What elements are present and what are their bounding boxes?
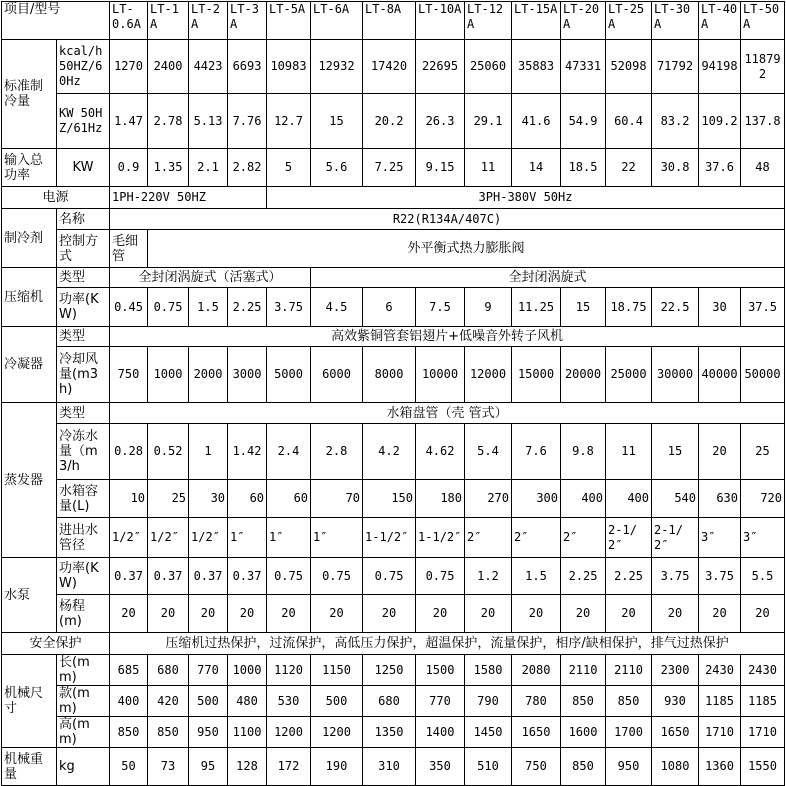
cooling-kcal-unit: kcal/h50HZ/60Hz: [57, 40, 110, 94]
safety-row: [2, 633, 785, 655]
compressor-power-cell: 15: [561, 288, 606, 327]
input-power-cell: 0.9: [110, 149, 148, 187]
input-power-unit: KW: [57, 149, 110, 187]
cooling-kw-cell: 15: [311, 94, 363, 149]
dimension-length-cell: 770: [189, 655, 228, 686]
evaporator-flow-cell: 7.6: [512, 424, 561, 480]
cooling-kw-cell: 54.9: [561, 94, 606, 149]
compressor-power-cell: 18.75: [606, 288, 652, 327]
pump-power-cell: 0.37: [228, 558, 267, 595]
dimension-width-cell: 1185: [741, 686, 785, 717]
cooling-kw-cell: 83.2: [652, 94, 699, 149]
evaporator-tank-cell: 400: [561, 480, 606, 518]
pump-power-cell: 3.75: [699, 558, 741, 595]
pump-head-cell: 20: [267, 595, 311, 633]
power-supply-single-phase: 1PH-220V 50HZ: [110, 187, 267, 209]
dimensions-category: 机械尺寸: [2, 655, 57, 748]
evaporator-tank-cell: 270: [465, 480, 512, 518]
condenser-air-cell: 50000: [741, 347, 785, 403]
model-header-cell: LT-2A: [189, 2, 228, 40]
header-row: [2, 2, 785, 40]
refrigerant-name-row: [2, 209, 785, 230]
dimension-width-cell: 480: [228, 686, 267, 717]
evaporator-type-label: 类型: [57, 403, 110, 424]
evaporator-pipe-cell: 2″: [512, 518, 561, 558]
evaporator-tank-row: [2, 480, 785, 518]
evaporator-tank-cell: 10: [110, 480, 148, 518]
input-power-category: 输入总功率: [2, 149, 57, 187]
evaporator-pipe-cell: 1-1/2″: [416, 518, 465, 558]
evaporator-tank-cell: 25: [148, 480, 189, 518]
evaporator-flow-cell: 4.2: [363, 424, 416, 480]
evaporator-tank-cell: 60: [228, 480, 267, 518]
pump-power-cell: 2.25: [606, 558, 652, 595]
dimension-height-cell: 850: [110, 717, 148, 748]
cooling-kcal-cell: 1270: [110, 40, 148, 94]
evaporator-tank-cell: 720: [741, 480, 785, 518]
condenser-air-cell: 30000: [652, 347, 699, 403]
weight-unit: kg: [57, 748, 110, 786]
pump-power-row: [2, 558, 785, 595]
dimension-height-cell: 1400: [416, 717, 465, 748]
evaporator-tank-cell: 150: [363, 480, 416, 518]
dimension-width-cell: 680: [363, 686, 416, 717]
input-power-cell: 7.25: [363, 149, 416, 187]
dimension-height-cell: 1710: [741, 717, 785, 748]
pump-head-cell: 20: [189, 595, 228, 633]
condenser-air-cell: 3000: [228, 347, 267, 403]
dimension-length-cell: 685: [110, 655, 148, 686]
compressor-type-row: [2, 268, 785, 288]
model-header-cell: LT-25A: [606, 2, 652, 40]
dimension-width-cell: 850: [606, 686, 652, 717]
pump-head-cell: 20: [465, 595, 512, 633]
condenser-type-label: 类型: [57, 327, 110, 347]
condenser-air-cell: 5000: [267, 347, 311, 403]
condenser-category: 冷凝器: [2, 327, 57, 403]
compressor-type-large: 全封闭涡旋式: [311, 268, 785, 288]
cooling-kcal-row: [2, 40, 785, 94]
cooling-kcal-cell: 10983: [267, 40, 311, 94]
evaporator-pipe-label: 进出水管径: [57, 518, 110, 558]
model-header-cell: LT-10A: [416, 2, 465, 40]
evaporator-flow-cell: 4.62: [416, 424, 465, 480]
cooling-kw-cell: 109.2: [699, 94, 741, 149]
compressor-power-cell: 7.5: [416, 288, 465, 327]
weight-cell: 73: [148, 748, 189, 786]
evaporator-pipe-cell: 3″: [741, 518, 785, 558]
pump-head-cell: 20: [363, 595, 416, 633]
weight-row: [2, 748, 785, 786]
dimension-length-cell: 2110: [606, 655, 652, 686]
condenser-air-cell: 20000: [561, 347, 606, 403]
condenser-air-row: [2, 347, 785, 403]
evaporator-pipe-cell: 3″: [699, 518, 741, 558]
model-header-cell: LT-5A: [267, 2, 311, 40]
evaporator-pipe-cell: 1″: [311, 518, 363, 558]
dimension-height-cell: 1200: [311, 717, 363, 748]
model-header-cell: LT-0.6A: [110, 2, 148, 40]
compressor-power-cell: 0.75: [148, 288, 189, 327]
model-header-cell: LT-15A: [512, 2, 561, 40]
evaporator-type-row: [2, 403, 785, 424]
dimension-width-cell: 400: [110, 686, 148, 717]
compressor-power-cell: 11.25: [512, 288, 561, 327]
input-power-cell: 11: [465, 149, 512, 187]
model-header-cell: LT-40A: [699, 2, 741, 40]
evaporator-flow-cell: 9.8: [561, 424, 606, 480]
pump-head-cell: 20: [311, 595, 363, 633]
evaporator-flow-cell: 15: [652, 424, 699, 480]
evaporator-tank-cell: 540: [652, 480, 699, 518]
input-power-cell: 48: [741, 149, 785, 187]
cooling-kcal-cell: 17420: [363, 40, 416, 94]
pump-head-cell: 20: [416, 595, 465, 633]
model-header-cell: LT-8A: [363, 2, 416, 40]
dimension-length-cell: 1000: [228, 655, 267, 686]
weight-cell: 750: [512, 748, 561, 786]
condenser-air-cell: 1000: [148, 347, 189, 403]
condenser-air-cell: 40000: [699, 347, 741, 403]
evaporator-flow-cell: 2.8: [311, 424, 363, 480]
pump-head-label: 杨程(m): [57, 595, 110, 633]
compressor-power-cell: 4.5: [311, 288, 363, 327]
model-header-cell: LT-12A: [465, 2, 512, 40]
dimension-width-cell: 780: [512, 686, 561, 717]
pump-power-cell: 0.37: [110, 558, 148, 595]
input-power-row: [2, 149, 785, 187]
compressor-power-cell: 6: [363, 288, 416, 327]
pump-head-cell: 20: [699, 595, 741, 633]
dimension-height-label: 高(mm): [57, 717, 110, 748]
cooling-kw-cell: 7.76: [228, 94, 267, 149]
dimension-height-cell: 1650: [652, 717, 699, 748]
model-header-cell: LT-6A: [311, 2, 363, 40]
evaporator-pipe-cell: 1″: [267, 518, 311, 558]
cooling-kcal-cell: 22695: [416, 40, 465, 94]
dimension-height-cell: 1700: [606, 717, 652, 748]
dimension-length-cell: 1580: [465, 655, 512, 686]
refrigerant-name-value: R22(R134A/407C): [110, 209, 785, 230]
evaporator-pipe-cell: 2″: [561, 518, 606, 558]
evaporator-flow-cell: 0.52: [148, 424, 189, 480]
pump-category: 水泵: [2, 558, 57, 633]
condenser-type-value: 高效紫铜管套铝翅片+低噪音外转子风机: [110, 327, 785, 347]
cooling-kw-unit: KW 50HZ/61Hz: [57, 94, 110, 149]
dimension-width-row: [2, 686, 785, 717]
refrigerant-name-label: 名称: [57, 209, 110, 230]
power-supply-three-phase: 3PH-380V 50Hz: [267, 187, 785, 209]
evaporator-flow-cell: 20: [699, 424, 741, 480]
safety-value: 压缩机过热保护，过流保护，高低压力保护，超温保护，流量保护，相序/缺相保护，排气过热保护: [110, 633, 785, 655]
condenser-air-cell: 25000: [606, 347, 652, 403]
pump-head-cell: 20: [652, 595, 699, 633]
dimension-height-cell: 850: [148, 717, 189, 748]
evaporator-tank-cell: 300: [512, 480, 561, 518]
evaporator-flow-cell: 25: [741, 424, 785, 480]
evaporator-category: 蒸发器: [2, 403, 57, 558]
evaporator-pipe-cell: 1/2″: [189, 518, 228, 558]
compressor-type-label: 类型: [57, 268, 110, 288]
weight-cell: 1550: [741, 748, 785, 786]
weight-cell: 95: [189, 748, 228, 786]
pump-power-cell: 0.75: [416, 558, 465, 595]
pump-head-cell: 20: [148, 595, 189, 633]
compressor-power-cell: 22.5: [652, 288, 699, 327]
dimension-width-cell: 500: [311, 686, 363, 717]
refrigerant-control-row: [2, 230, 785, 268]
dimension-width-cell: 770: [416, 686, 465, 717]
evaporator-flow-cell: 2.4: [267, 424, 311, 480]
dimension-width-cell: 500: [189, 686, 228, 717]
evaporator-pipe-cell: 1/2″: [148, 518, 189, 558]
dimension-length-cell: 1120: [267, 655, 311, 686]
dimension-width-cell: 530: [267, 686, 311, 717]
spec-table: [1, 1, 785, 786]
cooling-category: 标准制冷量: [2, 40, 57, 149]
dimension-height-cell: 1350: [363, 717, 416, 748]
input-power-cell: 30.8: [652, 149, 699, 187]
evaporator-flow-row: [2, 424, 785, 480]
cooling-kw-cell: 1.47: [110, 94, 148, 149]
cooling-kw-cell: 5.13: [189, 94, 228, 149]
input-power-cell: 2.1: [189, 149, 228, 187]
weight-category: 机械重量: [2, 748, 57, 786]
compressor-power-label: 功率(KW): [57, 288, 110, 327]
evaporator-tank-cell: 630: [699, 480, 741, 518]
input-power-cell: 37.6: [699, 149, 741, 187]
weight-cell: 950: [606, 748, 652, 786]
pump-power-label: 功率(KW): [57, 558, 110, 595]
pump-head-cell: 20: [512, 595, 561, 633]
dimension-width-cell: 1185: [699, 686, 741, 717]
compressor-power-cell: 2.25: [228, 288, 267, 327]
evaporator-pipe-cell: 2″: [465, 518, 512, 558]
condenser-air-label: 冷却风量(m3h): [57, 347, 110, 403]
pump-power-cell: 0.75: [311, 558, 363, 595]
cooling-kcal-cell: 4423: [189, 40, 228, 94]
weight-cell: 1080: [652, 748, 699, 786]
condenser-air-cell: 2000: [189, 347, 228, 403]
condenser-air-cell: 12000: [465, 347, 512, 403]
dimension-length-cell: 1250: [363, 655, 416, 686]
dimension-length-label: 长(mm): [57, 655, 110, 686]
cooling-kcal-cell: 6693: [228, 40, 267, 94]
refrigerant-control-small: 毛细管: [110, 230, 148, 268]
pump-head-row: [2, 595, 785, 633]
input-power-cell: 2.82: [228, 149, 267, 187]
pump-power-cell: 1.2: [465, 558, 512, 595]
cooling-kcal-cell: 25060: [465, 40, 512, 94]
pump-head-cell: 20: [228, 595, 267, 633]
condenser-air-cell: 6000: [311, 347, 363, 403]
pump-power-cell: 1.5: [512, 558, 561, 595]
evaporator-tank-cell: 400: [606, 480, 652, 518]
dimension-length-row: [2, 655, 785, 686]
input-power-cell: 14: [512, 149, 561, 187]
pump-power-cell: 2.25: [561, 558, 606, 595]
evaporator-pipe-cell: 1-1/2″: [363, 518, 416, 558]
cooling-kw-cell: 41.6: [512, 94, 561, 149]
evaporator-pipe-cell: 2-1/2″: [606, 518, 652, 558]
evaporator-tank-cell: 60: [267, 480, 311, 518]
refrigerant-category: 制冷剂: [2, 209, 57, 268]
pump-head-cell: 20: [741, 595, 785, 633]
evaporator-flow-cell: 1: [189, 424, 228, 480]
input-power-cell: 9.15: [416, 149, 465, 187]
dimension-length-cell: 2080: [512, 655, 561, 686]
evaporator-flow-label: 冷冻水量（m3/h: [57, 424, 110, 480]
header-label: 项目/型号: [2, 2, 110, 40]
pump-power-cell: 0.75: [363, 558, 416, 595]
refrigerant-control-large: 外平衡式热力膨胀阀: [148, 230, 785, 268]
compressor-power-cell: 9: [465, 288, 512, 327]
dimension-height-cell: 1650: [512, 717, 561, 748]
pump-head-cell: 20: [606, 595, 652, 633]
dimension-width-cell: 850: [561, 686, 606, 717]
compressor-power-row: [2, 288, 785, 327]
evaporator-pipe-cell: 1″: [228, 518, 267, 558]
weight-cell: 350: [416, 748, 465, 786]
evaporator-tank-cell: 180: [416, 480, 465, 518]
evaporator-pipe-cell: 2-1/2″: [652, 518, 699, 558]
pump-power-cell: 0.75: [267, 558, 311, 595]
compressor-power-cell: 30: [699, 288, 741, 327]
condenser-type-row: [2, 327, 785, 347]
cooling-kcal-cell: 94198: [699, 40, 741, 94]
cooling-kw-cell: 2.78: [148, 94, 189, 149]
evaporator-pipe-row: [2, 518, 785, 558]
cooling-kcal-cell: 35883: [512, 40, 561, 94]
compressor-power-cell: 37.5: [741, 288, 785, 327]
evaporator-flow-cell: 1.42: [228, 424, 267, 480]
weight-cell: 1360: [699, 748, 741, 786]
evaporator-flow-cell: 5.4: [465, 424, 512, 480]
cooling-kw-cell: 26.3: [416, 94, 465, 149]
cooling-kcal-cell: 2400: [148, 40, 189, 94]
dimension-height-cell: 950: [189, 717, 228, 748]
weight-cell: 50: [110, 748, 148, 786]
compressor-type-small: 全封闭涡旋式（活塞式）: [110, 268, 311, 288]
evaporator-pipe-cell: 1/2″: [110, 518, 148, 558]
dimension-height-row: [2, 717, 785, 748]
cooling-kcal-cell: 12932: [311, 40, 363, 94]
dimension-height-cell: 1200: [267, 717, 311, 748]
compressor-power-cell: 1.5: [189, 288, 228, 327]
weight-cell: 190: [311, 748, 363, 786]
compressor-category: 压缩机: [2, 268, 57, 327]
dimension-height-cell: 1100: [228, 717, 267, 748]
cooling-kw-cell: 12.7: [267, 94, 311, 149]
cooling-kw-cell: 20.2: [363, 94, 416, 149]
input-power-cell: 5.6: [311, 149, 363, 187]
dimension-length-cell: 680: [148, 655, 189, 686]
cooling-kw-cell: 60.4: [606, 94, 652, 149]
dimension-length-cell: 1500: [416, 655, 465, 686]
pump-power-cell: 3.75: [652, 558, 699, 595]
safety-label: 安全保护: [2, 633, 110, 655]
pump-power-cell: 5.5: [741, 558, 785, 595]
dimension-width-cell: 790: [465, 686, 512, 717]
cooling-kw-cell: 137.8: [741, 94, 785, 149]
input-power-cell: 22: [606, 149, 652, 187]
condenser-air-cell: 15000: [512, 347, 561, 403]
dimension-width-cell: 930: [652, 686, 699, 717]
cooling-kcal-cell: 47331: [561, 40, 606, 94]
dimension-length-cell: 2300: [652, 655, 699, 686]
cooling-kw-row: [2, 94, 785, 149]
dimension-width-cell: 420: [148, 686, 189, 717]
dimension-length-cell: 2430: [741, 655, 785, 686]
weight-cell: 310: [363, 748, 416, 786]
compressor-power-cell: 3.75: [267, 288, 311, 327]
condenser-air-cell: 8000: [363, 347, 416, 403]
condenser-air-cell: 750: [110, 347, 148, 403]
pump-power-cell: 0.37: [189, 558, 228, 595]
compressor-power-cell: 0.45: [110, 288, 148, 327]
cooling-kcal-cell: 118792: [741, 40, 785, 94]
pump-head-cell: 20: [561, 595, 606, 633]
weight-cell: 510: [465, 748, 512, 786]
refrigerant-control-label: 控制方式: [57, 230, 110, 268]
input-power-cell: 18.5: [561, 149, 606, 187]
dimension-height-cell: 1450: [465, 717, 512, 748]
model-header-cell: LT-20A: [561, 2, 606, 40]
model-header-cell: LT-1A: [148, 2, 189, 40]
input-power-cell: 5: [267, 149, 311, 187]
model-header-cell: LT-3A: [228, 2, 267, 40]
evaporator-type-value: 水箱盘管（壳 管式）: [110, 403, 785, 424]
dimension-width-label: 款(mm): [57, 686, 110, 717]
cooling-kcal-cell: 52098: [606, 40, 652, 94]
evaporator-tank-cell: 30: [189, 480, 228, 518]
evaporator-flow-cell: 0.28: [110, 424, 148, 480]
power-supply-label: 电源: [2, 187, 110, 209]
evaporator-flow-cell: 11: [606, 424, 652, 480]
weight-cell: 850: [561, 748, 606, 786]
cooling-kcal-cell: 71792: [652, 40, 699, 94]
model-header-cell: LT-30A: [652, 2, 699, 40]
power-supply-row: [2, 187, 785, 209]
dimension-length-cell: 2430: [699, 655, 741, 686]
pump-head-cell: 20: [110, 595, 148, 633]
evaporator-tank-label: 水箱容量(L): [57, 480, 110, 518]
cooling-kw-cell: 29.1: [465, 94, 512, 149]
dimension-height-cell: 1710: [699, 717, 741, 748]
condenser-air-cell: 10000: [416, 347, 465, 403]
evaporator-tank-cell: 70: [311, 480, 363, 518]
model-header-cell: LT-50A: [741, 2, 785, 40]
dimension-height-cell: 1600: [561, 717, 606, 748]
weight-cell: 172: [267, 748, 311, 786]
input-power-cell: 1.35: [148, 149, 189, 187]
pump-power-cell: 0.37: [148, 558, 189, 595]
weight-cell: 128: [228, 748, 267, 786]
dimension-length-cell: 1150: [311, 655, 363, 686]
dimension-length-cell: 2110: [561, 655, 606, 686]
